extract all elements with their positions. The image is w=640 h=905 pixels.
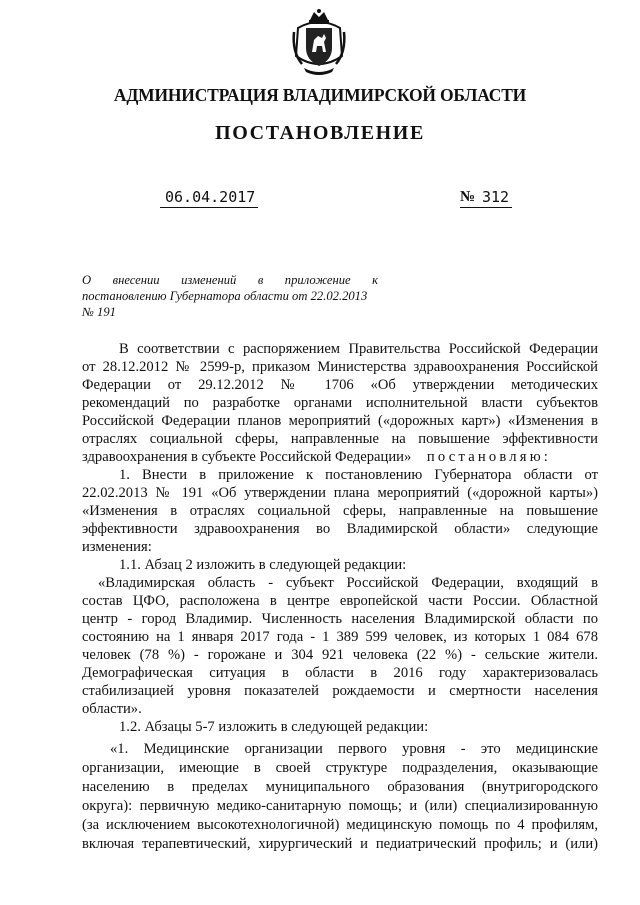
document-number: 312 (482, 188, 510, 206)
coat-of-arms-emblem (288, 8, 350, 78)
body-line: состав ЦФО, расположена в центре европейской части России. Областной (82, 593, 598, 609)
body-line: рекомендаций по разработке органами исполнительной власти субъектов (82, 395, 598, 411)
subject-line: постановлению Губернатора области от 22.02.2013 (82, 289, 368, 303)
body-line: состоянию на 1 января 2017 года - 1 389 599 человек, из которых 1 084 678 (82, 629, 598, 645)
body-line: Российской Федерации планов мероприятий («дорожных карт») «Изменения в (82, 413, 598, 429)
body-line: области». (82, 701, 142, 717)
body-line: человек (78 %) - горожане и 304 921 человека (22 %) - сельские жители. (82, 647, 598, 663)
body-line: от 28.12.2012 № 2599-р, приказом Министерства здравоохранения Российской (82, 359, 598, 375)
body-line: «1. Медицинские организации первого уровня - это медицинские (110, 741, 598, 757)
body-line: 22.02.2013 № 191 «Об утверждении плана мероприятий («дорожной карты») (82, 485, 598, 501)
body-line: эффективности здравоохранения во Владимирской области» следующие (82, 521, 598, 537)
body-line: округа): первичную медико-санитарную помощь; и (или) специализированную (82, 798, 598, 814)
subject-line: № 191 (82, 305, 116, 319)
document-date: 06.04.2017 (165, 188, 256, 206)
item-heading: 1.2. Абзацы 5-7 изложить в следующей редакции: (119, 719, 429, 735)
body-line: «Изменения в отраслях социальной сферы, направленные на повышение (82, 503, 598, 519)
body-line: изменения: (82, 539, 152, 555)
date-underline (160, 207, 258, 208)
body-line: включая терапевтический, хирургический и педиатрический профиль; и (или) (82, 836, 598, 852)
subject-line: О внесении изменений в приложение к (82, 273, 378, 287)
body-line: отраслях социальной сферы, направленные на повышение эффективности (82, 431, 598, 447)
number-sign: № (460, 189, 476, 205)
number-underline (460, 207, 512, 208)
body-line: населению в пределах муниципального образования (внутригородского (82, 779, 598, 795)
body-line: В соответствии с распоряжением Правительства Российской Федерации (119, 341, 598, 357)
decree-word: постановляю: (426, 449, 552, 465)
body-line: организации, имеющие в своей структуре подразделения, оказывающие (82, 760, 598, 776)
body-line: «Владимирская область - субъект Российской Федерации, входящий в (98, 575, 598, 591)
organization-name: АДМИНИСТРАЦИЯ ВЛАДИМИРСКОЙ ОБЛАСТИ (113, 85, 527, 105)
body-line: Демографическая ситуация в области в 2016 году характеризовалась (82, 665, 598, 681)
body-line: центр - город Владимир. Численность населения Владимирской области по (82, 611, 598, 627)
body-line: (за исключением высокотехнологичной) медицинскую помощь по 4 профилям, (82, 817, 598, 833)
body-line (82, 448, 598, 466)
body-line: 1. Внести в приложение к постановлению Губернатора области от (119, 467, 598, 483)
item-heading: 1.1. Абзац 2 изложить в следующей редакции: (119, 557, 407, 573)
body-line: стабилизацией уровня показателей рождаемости и смертности населения (82, 683, 598, 699)
document-type-title: ПОСТАНОВЛЕНИЕ (215, 122, 425, 144)
body-line: Федерации от 29.12.2012 № 1706 «Об утверждении методических (82, 377, 598, 393)
preamble-last-text: здравоохранения в субъекте Российской Федерации» (82, 449, 412, 465)
